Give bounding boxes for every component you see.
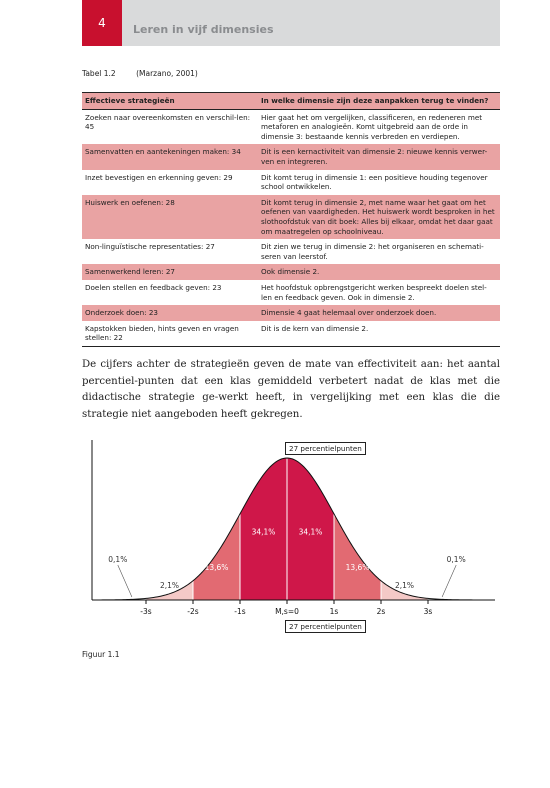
table-caption <box>82 69 198 78</box>
strategy-cell: Samenwerkend leren: 27 <box>82 264 258 280</box>
chart-svg <box>82 440 500 640</box>
table-label: Tabel 1.2 <box>82 69 116 78</box>
figure-caption: Figuur 1.1 <box>82 650 120 659</box>
segment-label-7: 0,1% <box>446 555 466 564</box>
body-paragraph: De cijfers achter de strategieën geven de mate van effectiviteit aan: het aantal percentiel-punten dat een klas gemiddeld verbetert nadat de klas met die didactische strategie ge-werkt heeft, in vergelijking met een klas die die strategie niet aangeboden heeft gekregen. <box>82 359 500 420</box>
table-row <box>82 170 500 195</box>
column-header-dimension: In welke dimensie zijn deze aanpakken terug te vinden? <box>258 93 500 110</box>
table-row <box>82 195 500 239</box>
x-tick-label-4: 1s <box>329 607 339 616</box>
strategy-cell: Inzet bevestigen en erkenning geven: 29 <box>85 172 233 182</box>
strategy-cell: Doelen stellen en feedback geven: 23 <box>85 282 222 292</box>
dimension-cell: Dit komt terug in dimensie 1: een positieve houding tegenover school ontwikkelen. <box>261 172 488 192</box>
strategy-cell: Kapstokken bieden, hints geven en vragen stellen: 22 <box>82 321 258 347</box>
dimension-cell: Dit is een kernactiviteit van dimensie 2: nieuwe kennis verwer-ven en integreren. <box>258 144 500 169</box>
x-tick-label-5: 2s <box>376 607 386 616</box>
table-row <box>82 144 500 169</box>
table-row <box>82 109 500 144</box>
strategy-cell: Samenvatten en aantekeningen maken: 34 <box>82 144 258 169</box>
dimension-cell: Dit is de kern van dimensie 2. <box>258 321 500 347</box>
table-row <box>82 239 500 264</box>
dimension-cell: Dimensie 4 gaat helemaal over onderzoek doen. <box>258 305 500 321</box>
segment-label-5: 13,6% <box>345 562 370 572</box>
segment-label-4: 34,1% <box>298 527 323 537</box>
segment-label-1: 2,1% <box>159 581 180 590</box>
strategy-cell: Onderzoek doen: 23 <box>82 305 258 321</box>
segment-leader-0 <box>118 565 132 597</box>
x-tick-label-1: -2s <box>187 607 199 616</box>
annotation-top: 27 percentielpunten <box>285 442 366 455</box>
dimension-cell: Dit zien we terug in dimensie 2: het organiseren en schemati-seren van leerstof. <box>261 242 484 261</box>
table-row <box>82 280 500 305</box>
normal-distribution-chart <box>82 440 500 640</box>
dimension-cell: Het hoofdstuk opbrengstgericht werken bespreekt doelen stel-len en feedback geven. Ook in dimensie 2. <box>261 282 487 302</box>
strategy-cell: Zoeken naar overeenkomsten en verschil-len: 45 <box>85 112 251 132</box>
segment-label-6: 2,1% <box>394 581 415 590</box>
segment-label-3: 34,1% <box>251 527 276 537</box>
x-tick-label-6: 3s <box>423 607 433 616</box>
x-tick-label-3: M,s=0 <box>275 607 299 616</box>
dimension-cell: Ook dimensie 2. <box>258 264 500 280</box>
strategies-table <box>82 92 500 347</box>
chapter-title: Leren in vijf dimensies <box>133 23 274 36</box>
segment-leader-7 <box>442 565 456 597</box>
column-header-strategy: Effectieve strategieën <box>82 93 258 110</box>
page-number: 4 <box>82 0 122 46</box>
table-row <box>82 264 500 280</box>
dimension-cell: Hier gaat het om vergelijken, classificeren, en redeneren met metaforen en analogieën. Komt uitgebreid aan de orde in dimensie 3: bestaande kennis verbreden en verdiepen. <box>261 112 483 141</box>
table-source: (Marzano, 2001) <box>136 69 198 78</box>
strategy-cell: Huiswerk en oefenen: 28 <box>82 195 258 239</box>
x-tick-label-0: -3s <box>140 607 152 616</box>
strategy-cell: Non-linguïstische representaties: 27 <box>85 242 215 252</box>
x-tick-label-2: -1s <box>234 607 246 616</box>
annotation-bottom: 27 percentielpunten <box>285 620 366 633</box>
table-row <box>82 321 500 347</box>
table-row <box>82 305 500 321</box>
dimension-cell: Dit komt terug in dimensie 2, met name waar het gaat om het oefenen van vaardigheden. Het huiswerk wordt besproken in het slothoofdstuk van dit boek: Alles bij elkaar, omdat het daar gaat om maatregelen op schoolniveau. <box>258 195 500 239</box>
segment-label-0: 0,1% <box>108 555 128 564</box>
segment-label-2: 13,6% <box>204 562 229 572</box>
